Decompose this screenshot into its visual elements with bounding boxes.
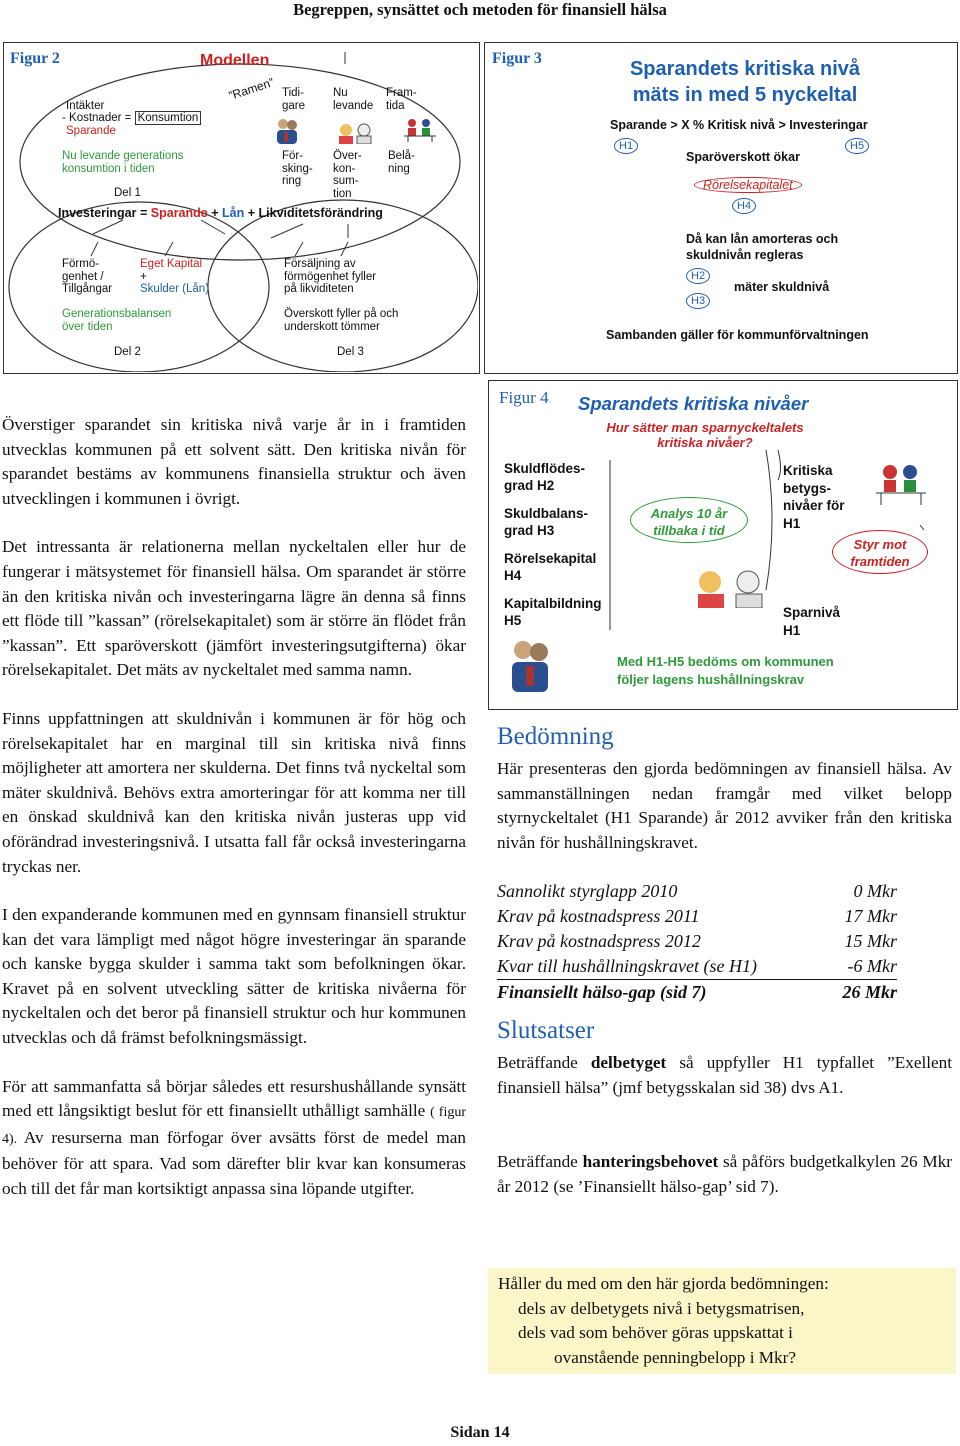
- overskott-label: Överskott fyller på och underskott tömmer: [284, 308, 399, 333]
- rorelsekapitalet-label: Rörelsekapitalet: [694, 177, 802, 193]
- kostnader-line: [62, 112, 201, 125]
- adults-icon: [690, 570, 770, 613]
- figure-4-subtitle: Hur sätter man sparnyckeltalets kritiska nivåer?: [606, 420, 804, 450]
- col-framtida: Fram- tida: [386, 87, 417, 112]
- col-nu-levande: Nu levande: [333, 87, 374, 112]
- figure-2-title: Modellen: [200, 52, 270, 69]
- kritiska-label: Kritiska betygs- nivåer för H1: [783, 463, 845, 531]
- del-2-label: Del 2: [114, 346, 141, 358]
- figure-3-formula: Sparande > X % Kritisk nivå > Investeringar: [610, 118, 868, 132]
- bedomning-heading: Bedömning: [497, 723, 614, 750]
- question-line-4: ovanstående penningbelopp i Mkr?: [554, 1347, 796, 1367]
- question-line-2: dels av delbetygets nivå i betygsmatrisen,: [518, 1298, 805, 1318]
- konsumtion-label: Konsumtion: [135, 111, 202, 125]
- forskingring-label: För- sking- ring: [282, 150, 313, 187]
- gap-total-row: Finansiellt hälso-gap (sid 7) 26 Mkr: [497, 982, 897, 1002]
- nu-levande-text: Nu levande generations konsumtion i tiden: [62, 150, 184, 175]
- figure-3-title: Sparandets kritiska nivå mäts in med 5 nyckeltal: [629, 58, 861, 106]
- question-line-3: dels vad som behöver göras uppskattat i: [518, 1323, 793, 1342]
- overkonsumtion-label: Över- kon- sum- tion: [333, 150, 362, 200]
- children-icon: [404, 118, 436, 142]
- bedomning-text: Här presenteras den gjorda bedömningen av finansiell hälsa. Av sammanställningen nedan framgår med vilket belopp styrnyckeltalet (H1 Sparande) år 2012 avviker från den kritiska nivån för hushållningskravet.: [497, 759, 952, 852]
- item-h2: Skuldflödes- grad H2: [504, 461, 586, 493]
- kostnader-label: - Kostnader =: [62, 112, 132, 124]
- left-column-text: [2, 413, 466, 1202]
- eget-kapital-block: Eget Kapital + Skulder (Lån): [140, 258, 210, 295]
- sparoverskott-label: Sparöverskott ökar: [686, 150, 800, 164]
- h3-badge: H3: [686, 293, 710, 309]
- figure-2-label: Figur 2: [10, 50, 60, 67]
- item-h5: Kapitalbildning H5: [504, 596, 602, 628]
- slutsatser-p2: Beträffande hanteringsbehovet så påförs budgetkalkylen 26 Mkr år 2012 (se ’Finansiellt hälso-gap’ sid 7).: [497, 1152, 953, 1196]
- da-kan-text: Då kan lån amorteras och skuldnivån regleras: [686, 232, 839, 262]
- paragraph-5: För att sammanfatta så börjar således ett resurshushållande synsätt med ett långsiktigt beslut för ett finansiellt uthålligt samhälle ( figur 4). Av resurserna man förfogar över avsätts först de medel man behöver för att spara. Vad som därefter blir kvar kan konsumeras och till det får man kortsiktigt anpassa sina löpande utgifter.: [2, 1076, 466, 1199]
- children-icon: [876, 463, 926, 510]
- item-h4: Rörelsekapital H4: [504, 551, 597, 583]
- paragraph-4: I den expanderande kommunen med en gynnsam finansiell struktur kan det vara lämpligt med något högre investeringar än sparande och kanske bygga skulder i samma takt som befolkningen ökar. Kravet på en solvent utveckling sätter de kritiska nivåerna för nyckeltalen och det beror på finansiell struktur och hur kommunen utvecklas och då främst befolkningsmässigt.: [2, 905, 466, 1048]
- forsaljning-label: Försäljning av förmögenhet fyller på likviditeten: [284, 258, 377, 295]
- gap-row-4: Kvar till hushållningskravet (se H1) -6 Mkr: [497, 954, 897, 980]
- generationsbalansen-label: Generationsbalansen över tiden: [62, 308, 172, 333]
- gap-row-2: Krav på kostnadspress 2011 17 Mkr: [497, 906, 897, 926]
- styr-oval: Styr mot framtiden: [832, 530, 928, 574]
- gap-table: [497, 879, 897, 1005]
- elderly-couple-icon: [508, 636, 552, 699]
- item-h3: Skuldbalans- grad H3: [504, 506, 589, 538]
- del-3-label: Del 3: [337, 346, 364, 358]
- figure-4-title: Sparandets kritiska nivåer: [578, 393, 809, 414]
- question-box: [488, 1268, 956, 1374]
- h5-badge: H5: [845, 138, 869, 154]
- gap-row-1: Sannolikt styrglapp 2010 0 Mkr: [497, 881, 897, 901]
- col-tidigare: Tidi- gare: [282, 87, 306, 112]
- med-h1-h5-label: Med H1-H5 bedöms om kommunen följer lagens hushållningskrav: [617, 654, 834, 687]
- paragraph-2: Det intressanta är relationerna mellan nyckeltalen eller hur de fungerar i mätsystemet för finansiell hälsa. Om sparandet är större än den kritiska nivån och investeringarna lägre än denna så finns ett flöde till ”kassan” (rörelsekapitalet) som är större än flödet från ”kassan”. Ett sparöverskott (jämfört investeringsutgifterna) ökar rörelsekapitalet. Det mäts av nyckeltalet med samma namn.: [2, 537, 466, 680]
- mater-skuldniva-label: mäter skuldnivå: [734, 280, 830, 294]
- elderly-couple-icon: [274, 116, 300, 146]
- figure-4-label: Figur 4: [499, 388, 549, 407]
- intakter-label: Intäkter: [66, 100, 105, 112]
- figure-4-items: [504, 460, 602, 629]
- h4-badge: H4: [732, 198, 756, 214]
- slutsatser-p1: Beträffande delbetyget så uppfyller H1 typfallet ”Exellent finansiell hälsa” (jmf betygsskalan sid 38) dvs A1.: [497, 1053, 952, 1097]
- page-title: Begreppen, synsättet och metoden för finansiell hälsa: [293, 0, 667, 19]
- paragraph-3: Finns uppfattningen att skuldnivån i kommunen är för hög och rörelsekapitalet har en marginal till sin kritiska nivå finns möjligheter att amortera ner skulderna. Det finns två nyckeltal som mäter skuldnivå. Behövs extra amorteringar för att komma ner till en önskad skuldnivå kan den kritiska nivån justeras upp vid oförändrad investeringsnivå. I utsatta fall får också investeringarna tryckas ner.: [2, 708, 466, 876]
- adults-icon: [336, 122, 376, 144]
- ramen-label: ”Ramen”: [226, 75, 276, 103]
- sambanden-label: Sambanden gäller för kommunförvaltningen: [606, 328, 869, 342]
- h2-badge: H2: [686, 268, 710, 284]
- belaning-label: Belå- ning: [388, 150, 415, 175]
- gap-row-3: Krav på kostnadspress 2012 15 Mkr: [497, 931, 897, 951]
- formogenhet-label: Förmö- genhet / Tillgångar: [62, 258, 113, 295]
- page-number: Sidan 14: [450, 1424, 510, 1441]
- investment-equation: Investeringar = Sparande + Lån + Likviditetsförändring: [58, 206, 383, 220]
- figure-3-label: Figur 3: [492, 50, 542, 67]
- analys-oval: Analys 10 år tillbaka i tid: [630, 497, 748, 543]
- question-line-1: Håller du med om den här gjorda bedömningen:: [498, 1274, 829, 1293]
- h1-badge: H1: [614, 138, 638, 154]
- sparande-label: Sparande: [66, 125, 116, 137]
- paragraph-1: Överstiger sparandet sin kritiska nivå varje år in i framtiden utvecklas kommunen på ett solvent sätt. Den kritiska nivån för sparandet bestäms av kommunens finansiella struktur och även utvecklingen i kommunen i övrigt.: [2, 415, 466, 508]
- del-1-label: Del 1: [114, 187, 141, 199]
- slutsatser-heading: Slutsatser: [497, 1017, 595, 1044]
- sparniva-label: Sparnivå H1: [783, 605, 841, 638]
